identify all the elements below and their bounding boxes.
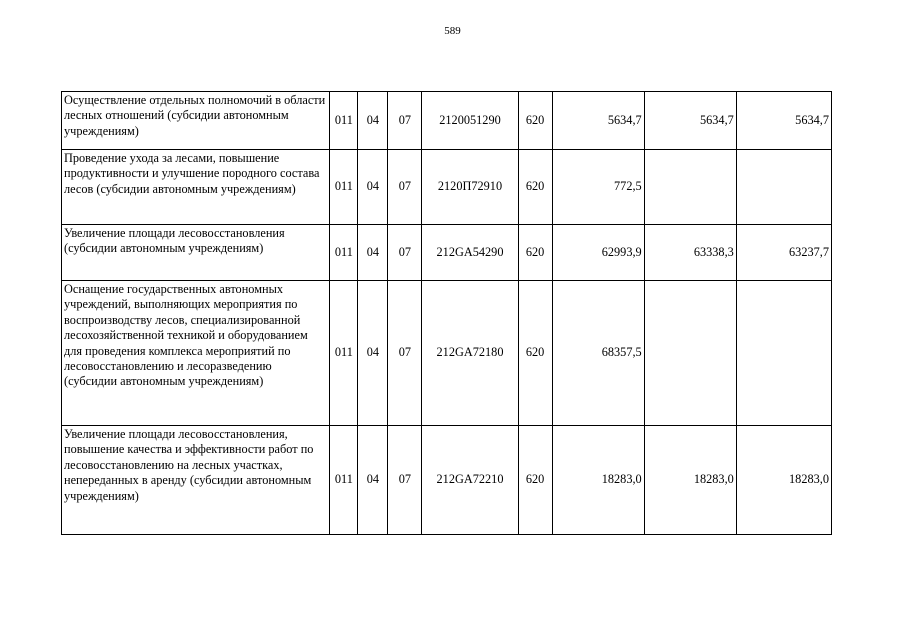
subsection-code: 07 — [388, 281, 422, 426]
subsection-code: 07 — [388, 225, 422, 281]
admin-code: 011 — [330, 150, 358, 225]
amount-year-2: 18283,0 — [644, 426, 736, 535]
section-code: 04 — [358, 92, 388, 150]
target-article-code: 212GA72180 — [422, 281, 518, 426]
page-number: 589 — [444, 25, 461, 37]
section-code: 04 — [358, 225, 388, 281]
amount-year-2 — [644, 150, 736, 225]
amount-year-2 — [644, 281, 736, 426]
amount-year-3 — [736, 281, 831, 426]
table-row — [62, 426, 832, 535]
section-code: 04 — [358, 426, 388, 535]
table-row — [62, 92, 832, 150]
admin-code: 011 — [330, 426, 358, 535]
amount-year-1: 18283,0 — [552, 426, 644, 535]
subsection-code: 07 — [388, 150, 422, 225]
section-code: 04 — [358, 281, 388, 426]
subsection-code: 07 — [388, 426, 422, 535]
amount-year-3: 5634,7 — [736, 92, 831, 150]
expense-description: Проведение ухода за лесами, повышение продуктивности и улучшение породного состава лесов (субсидии автономным учреждениям) — [62, 150, 330, 225]
target-article-code: 2120П72910 — [422, 150, 518, 225]
amount-year-2: 63338,3 — [644, 225, 736, 281]
target-article-code: 212GA54290 — [422, 225, 518, 281]
admin-code: 011 — [330, 281, 358, 426]
subsection-code: 07 — [388, 92, 422, 150]
budget-table — [61, 91, 832, 535]
amount-year-3: 18283,0 — [736, 426, 831, 535]
section-code: 04 — [358, 150, 388, 225]
expense-type-code: 620 — [518, 426, 552, 535]
amount-year-1: 68357,5 — [552, 281, 644, 426]
amount-year-2: 5634,7 — [644, 92, 736, 150]
target-article-code: 2120051290 — [422, 92, 518, 150]
target-article-code: 212GA72210 — [422, 426, 518, 535]
admin-code: 011 — [330, 225, 358, 281]
expense-type-code: 620 — [518, 225, 552, 281]
amount-year-3 — [736, 150, 831, 225]
expense-description: Оснащение государственных автономных учреждений, выполняющих мероприятия по воспроизводству лесов, специализированной лесохозяйственной техникой и оборудованием для проведения комплекса мероприятий по лесовосстановлению и лесоразведению (субсидии автономным учреждениям) — [62, 281, 330, 426]
table-row — [62, 281, 832, 426]
amount-year-1: 772,5 — [552, 150, 644, 225]
admin-code: 011 — [330, 92, 358, 150]
amount-year-1: 62993,9 — [552, 225, 644, 281]
table-row — [62, 150, 832, 225]
table-row — [62, 225, 832, 281]
expense-type-code: 620 — [518, 150, 552, 225]
amount-year-1: 5634,7 — [552, 92, 644, 150]
amount-year-3: 63237,7 — [736, 225, 831, 281]
expense-description: Увеличение площади лесовосстановления (субсидии автономным учреждениям) — [62, 225, 330, 281]
expense-type-code: 620 — [518, 92, 552, 150]
expense-type-code: 620 — [518, 281, 552, 426]
expense-description: Осуществление отдельных полномочий в области лесных отношений (субсидии автономным учреждениям) — [62, 92, 330, 150]
expense-description: Увеличение площади лесовосстановления, повышение качества и эффективности работ по лесовосстановлению на лесных участках, непереданных в аренду (субсидии автономным учреждениям) — [62, 426, 330, 535]
